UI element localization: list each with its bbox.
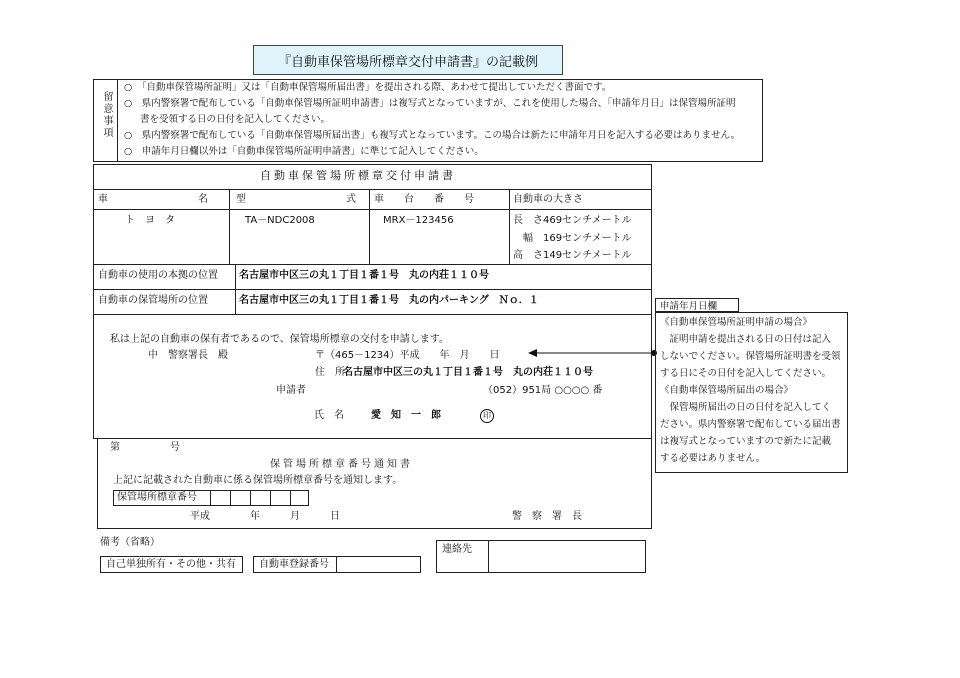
notice-heading: 保管場所標章番号通知書	[270, 459, 413, 470]
ownership-label: 自己単独所有・その他・共有	[106, 559, 236, 570]
note-item: ○ 県内警察署で配布している「自動車保管場所届出書」も複写式となっています。この場合は新たに申請年月日を記入する必要はありません。	[124, 130, 741, 141]
col-label-model: 型 式	[236, 194, 356, 205]
registration-number-label: 自動車登録番号	[259, 559, 329, 570]
form-heading: 自動車保管場所標章交付申請書	[260, 169, 456, 182]
applicant-label: 申請者	[276, 385, 306, 396]
col-label-name: 車 名	[98, 194, 208, 205]
notice-text: 上記に記載された自動車に係る保管場所標章番号を通知します。	[113, 475, 403, 486]
side-note-line: 《自動車保管場所証明申請の場合》	[660, 317, 813, 328]
phone-number: （052）951局 ○○○○ 番	[483, 385, 603, 396]
police-chief: 中 警察署長 殿	[148, 350, 228, 361]
remarks-label: 備考（省略）	[100, 537, 160, 548]
side-note-line: ださい。県内警察署で配布している届出書	[660, 419, 841, 430]
side-note-line: 証明申請を提出される日の日付は記入	[660, 334, 832, 345]
col-label-chassis: 車 台 番 号	[374, 194, 474, 205]
seal-icon: 印	[480, 409, 494, 423]
side-note-line: 保管場所届出の日の日付を記入してく	[660, 402, 832, 413]
side-note-line: 《自動車保管場所届出の場合》	[660, 385, 794, 396]
address-label: 住 所	[315, 367, 345, 378]
notes-header	[93, 79, 118, 162]
size-width: 幅 169センチメートル	[523, 233, 632, 244]
contact-label: 連絡先	[442, 544, 472, 555]
declaration-text: 私は上記の自動車の保有者であるので、保管場所標章の交付を申請します。	[110, 334, 449, 345]
police-chief-signature: 警 察 署 長	[512, 511, 582, 522]
side-note-line: する日にその日付を記入してください。	[660, 368, 832, 379]
car-name: ト ヨ タ	[125, 215, 175, 226]
side-note-line: しないでください。保管場所証明書を受領	[660, 351, 841, 362]
notice-number: 第 号	[110, 442, 180, 453]
sticker-number-label: 保管場所標章番号	[117, 492, 197, 503]
notes-header-label: 留意事項	[101, 91, 112, 139]
base-location-value: 名古屋市中区三の丸１丁目１番１号 丸の内荘１１０号	[239, 270, 489, 281]
side-note-line: する必要はありません。	[660, 453, 766, 464]
address-value: 名古屋市中区三の丸１丁目１番１号 丸の内荘１１０号	[343, 367, 593, 378]
name-label: 氏 名	[314, 410, 344, 421]
page-title: 『自動車保管場所標章交付申請書』の記載例	[253, 45, 563, 75]
chassis-number: MRX－123456	[383, 215, 454, 226]
note-item: ○ 「自動車保管場所証明」又は「自動車保管場所届出書」を提出される際、あわせて提出していただく書面です。	[124, 82, 612, 93]
side-note-label: 申請年月日欄	[655, 298, 739, 312]
notice-date: 平成 年 月 日	[190, 511, 340, 522]
note-item: ○ 県内警察署で配布している「自動車保管場所証明申請書」は複写式となっていますが、これを使用した場合、「申請年月日」は保管場所証明	[124, 98, 736, 109]
car-model: TA－NDC2008	[245, 215, 315, 226]
col-label-size: 自動車の大きさ	[513, 194, 583, 205]
postal-and-date: 〒（465－1234）平成 年 月 日	[315, 350, 500, 361]
storage-location-value: 名古屋市中区三の丸１丁目１番１号 丸の内パーキング Ｎｏ．１	[239, 295, 539, 306]
size-length: 長 さ469センチメートル	[513, 215, 632, 226]
base-location-label: 自動車の使用の本拠の位置	[98, 270, 218, 281]
note-item: 書を受領する日の日付を記入してください。	[140, 114, 331, 125]
applicant-name: 愛 知 一 郎	[371, 410, 441, 421]
note-item: ○ 申請年月日欄以外は「自動車保管場所証明申請書」に準じて記入してください。	[124, 146, 484, 157]
side-note-line: は複写式となっていますので新たに記載	[660, 436, 832, 447]
storage-location-label: 自動車の保管場所の位置	[98, 295, 208, 306]
arrow-icon	[528, 345, 658, 361]
size-height: 高 さ149センチメートル	[513, 250, 632, 261]
